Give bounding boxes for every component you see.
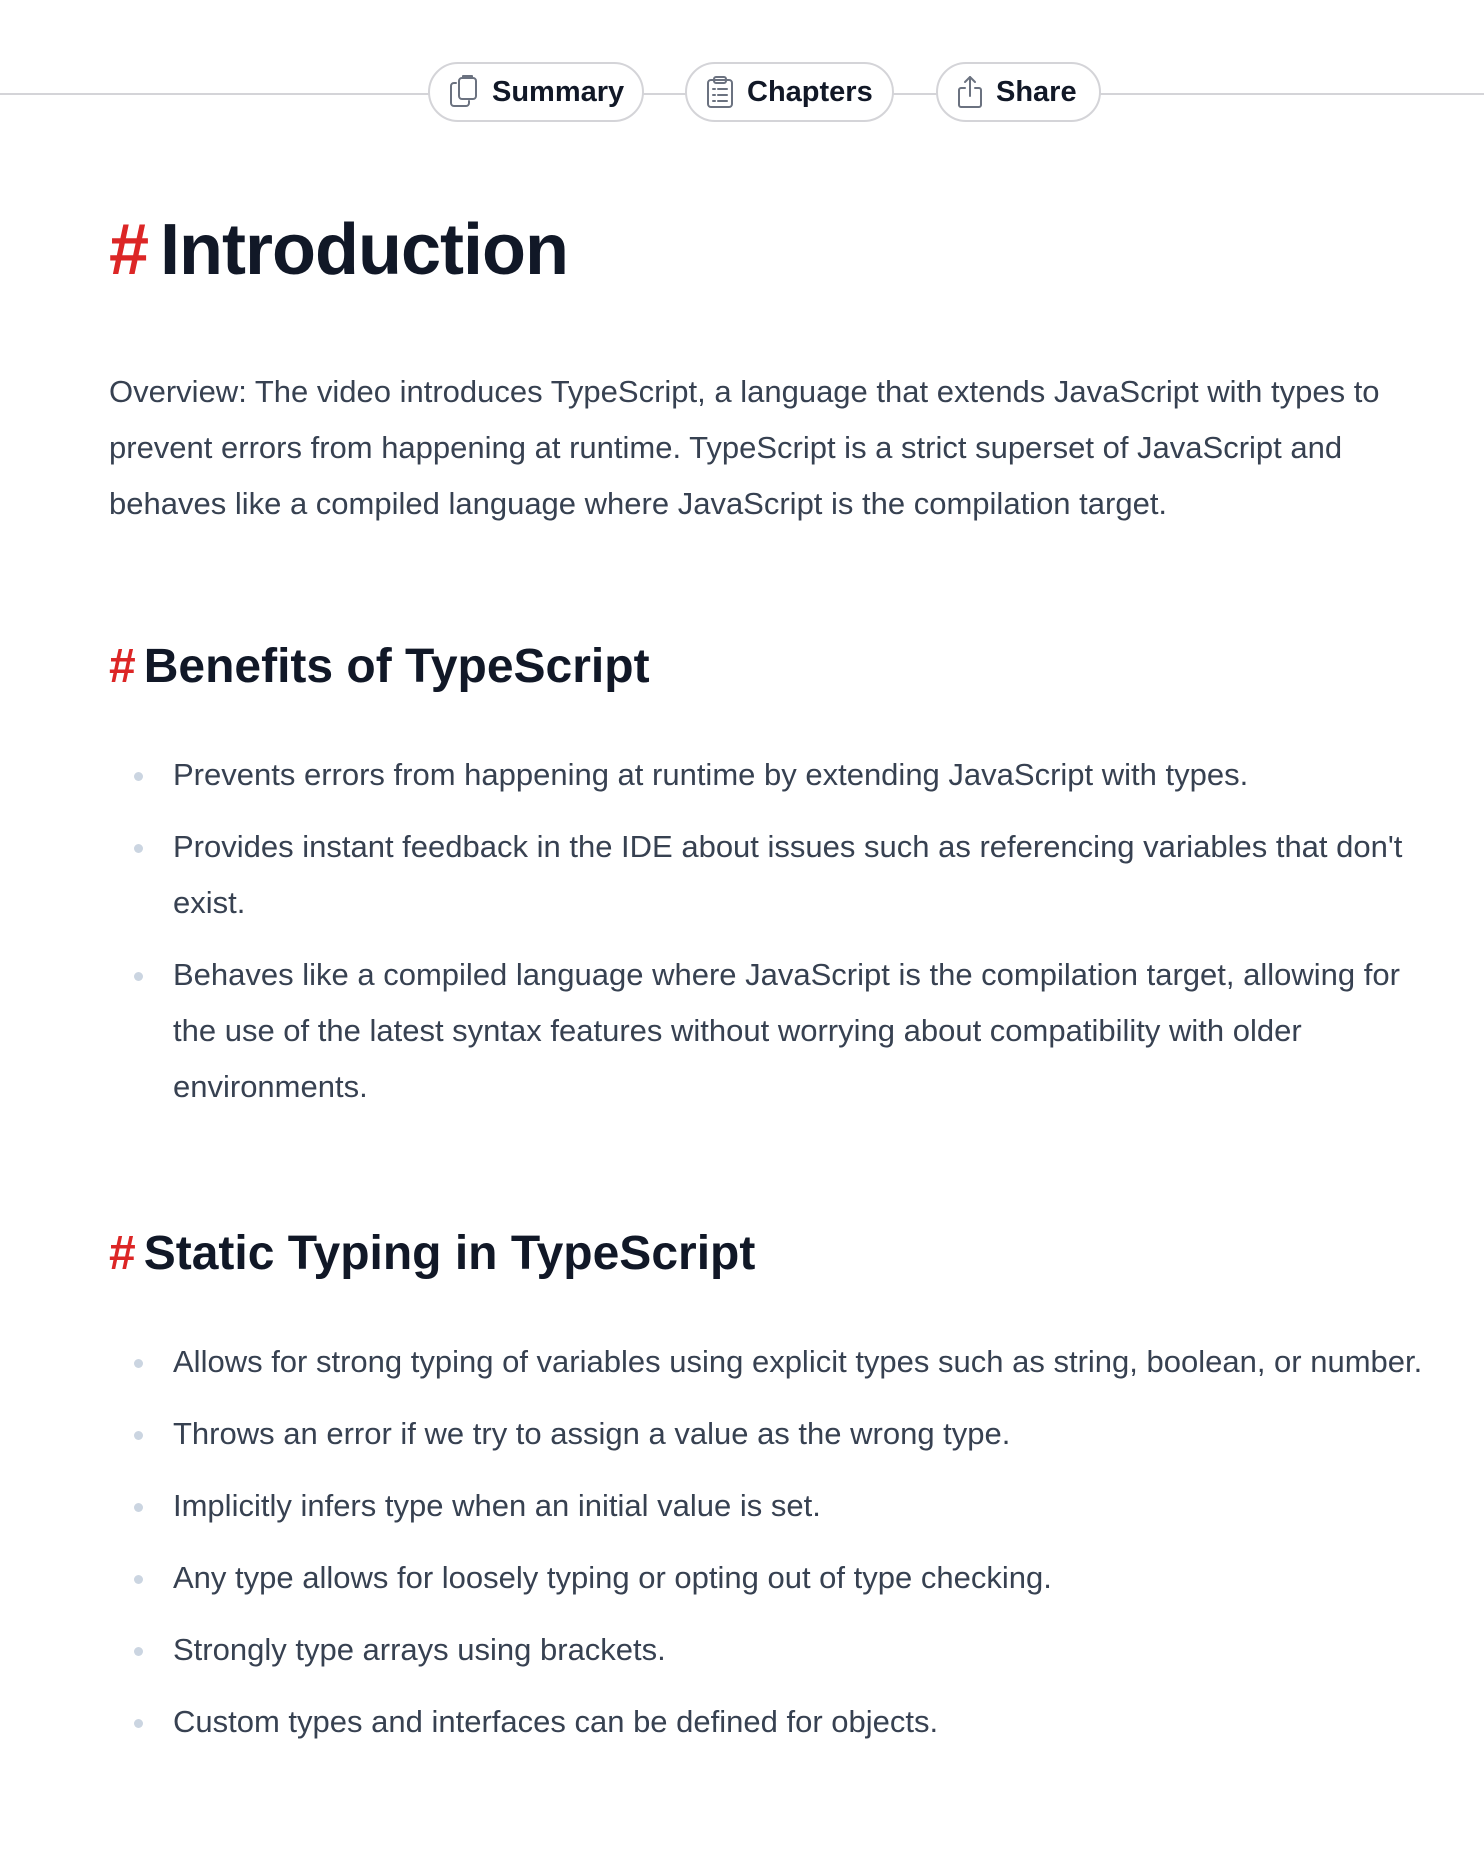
benefits-list bbox=[109, 747, 1429, 1115]
list-item: Prevents errors from happening at runtime by extending JavaScript with types. bbox=[109, 747, 1429, 803]
benefits-heading bbox=[109, 635, 1429, 699]
chapters-button-label: Chapters bbox=[747, 75, 873, 108]
introduction-heading bbox=[109, 200, 1429, 300]
list-item: Behaves like a compiled language where JavaScript is the compilation target, allowing for the use of the latest syntax features without worrying about compatibility with older environments. bbox=[109, 947, 1429, 1115]
summary-button-label: Summary bbox=[492, 75, 625, 108]
static-typing-list bbox=[109, 1334, 1429, 1750]
static-typing-title: Static Typing in TypeScript bbox=[143, 1227, 756, 1280]
list-item: Implicitly infers type when an initial value is set. bbox=[109, 1478, 1429, 1534]
list-item: Any type allows for loosely typing or opting out of type checking. bbox=[109, 1550, 1429, 1606]
share-button-label: Share bbox=[996, 75, 1077, 108]
toolbar bbox=[0, 62, 1484, 126]
heading-anchor[interactable]: # bbox=[109, 1227, 136, 1280]
list-item: Allows for strong typing of variables using explicit types such as string, boolean, or number. bbox=[109, 1334, 1429, 1390]
summary-button[interactable] bbox=[428, 62, 644, 122]
introduction-title: Introduction bbox=[160, 210, 568, 290]
share-button[interactable] bbox=[936, 62, 1101, 122]
static-typing-heading bbox=[109, 1222, 1429, 1286]
heading-anchor[interactable]: # bbox=[109, 210, 149, 290]
list-item: Provides instant feedback in the IDE about issues such as referencing variables that don't exist. bbox=[109, 819, 1429, 931]
share-icon bbox=[956, 75, 984, 109]
copy-document-icon bbox=[448, 75, 480, 109]
overview-paragraph: Overview: The video introduces TypeScript, a language that extends JavaScript with types to prevent errors from happening at runtime. TypeScript is a strict superset of JavaScript and behaves like a compiled language where JavaScript is the compilation target. bbox=[109, 374, 1380, 521]
list-item: Throws an error if we try to assign a value as the wrong type. bbox=[109, 1406, 1429, 1462]
clipboard-list-icon bbox=[705, 75, 735, 109]
summary-content bbox=[109, 200, 1429, 1766]
benefits-title: Benefits of TypeScript bbox=[143, 640, 650, 693]
heading-anchor[interactable]: # bbox=[109, 640, 136, 693]
list-item: Strongly type arrays using brackets. bbox=[109, 1622, 1429, 1678]
chapters-button[interactable] bbox=[685, 62, 894, 122]
list-item: Custom types and interfaces can be defined for objects. bbox=[109, 1694, 1429, 1750]
